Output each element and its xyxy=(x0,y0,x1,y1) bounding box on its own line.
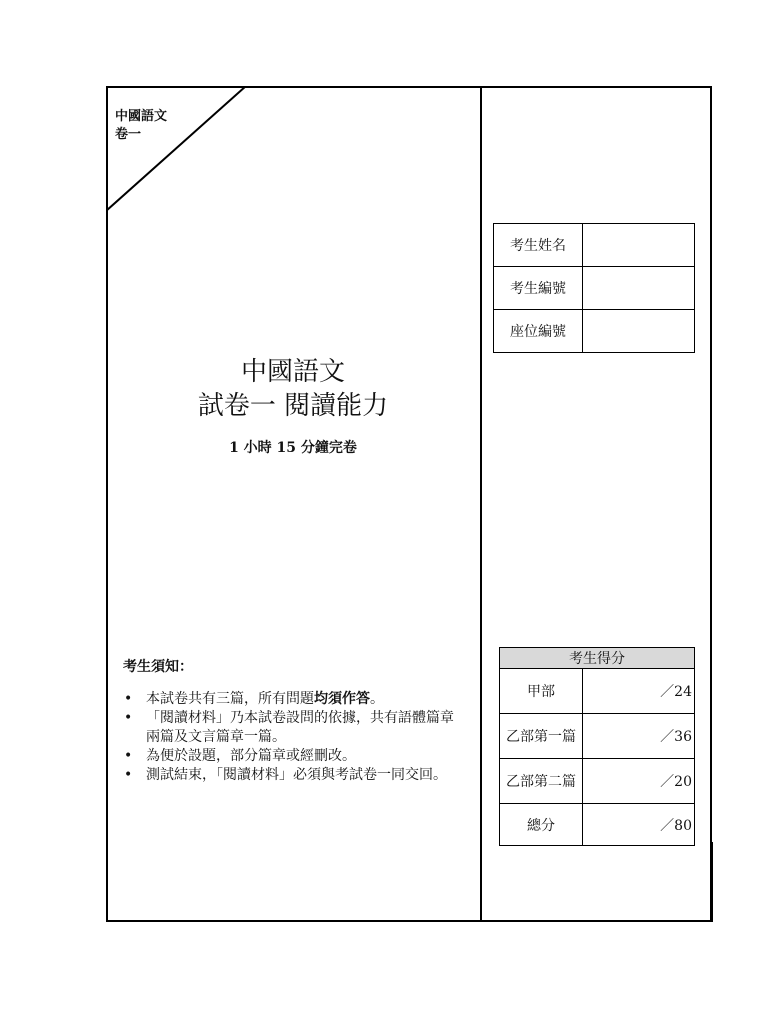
instruction-text: 測試結束，「閱讀材料」必須與考試卷一同交回。 xyxy=(146,767,447,783)
seat-number-label: 座位編號 xyxy=(494,310,583,353)
instruction-text: 「閱讀材料」乃本試卷設問的依據，共有語體篇章兩篇及文言篇章一篇。 xyxy=(146,710,454,745)
corner-label xyxy=(115,108,167,144)
score-value: ／24 xyxy=(583,669,695,714)
exam-subject-title: 中國語文 xyxy=(240,357,345,387)
score-row-total xyxy=(500,804,695,846)
score-table xyxy=(499,647,695,846)
candidate-info-table xyxy=(493,223,695,353)
score-value: ／36 xyxy=(583,714,695,759)
bullet-icon: • xyxy=(124,691,133,707)
score-row-section-b1 xyxy=(500,714,695,759)
score-label: 甲部 xyxy=(500,669,583,714)
seat-number-row xyxy=(494,310,695,353)
instruction-item xyxy=(124,747,454,766)
score-table-title: 考生得分 xyxy=(500,648,695,669)
bullet-icon: • xyxy=(124,767,133,783)
frame-edge-mark xyxy=(712,842,713,922)
bullet-icon: • xyxy=(124,710,133,726)
score-label: 乙部第二篇 xyxy=(500,759,583,804)
candidate-number-label: 考生編號 xyxy=(494,267,583,310)
candidate-name-label: 考生姓名 xyxy=(494,224,583,267)
candidate-name-field[interactable] xyxy=(583,224,695,267)
bullet-icon: • xyxy=(124,748,133,764)
seat-number-field[interactable] xyxy=(583,310,695,353)
instruction-item xyxy=(124,690,454,709)
instructions-list xyxy=(124,690,454,785)
instruction-text: 本試卷共有三篇，所有問題 xyxy=(146,691,314,707)
instruction-text: 為便於設題，部分篇章或經刪改。 xyxy=(146,748,356,764)
exam-duration: 1 小時 15 分鐘完卷 xyxy=(229,440,357,456)
score-row-section-b2 xyxy=(500,759,695,804)
score-label: 總分 xyxy=(500,804,583,846)
instruction-item xyxy=(124,766,454,785)
corner-paper: 卷一 xyxy=(115,127,142,142)
instruction-item xyxy=(124,709,454,747)
score-label: 乙部第一篇 xyxy=(500,714,583,759)
instructions-heading: 考生須知： xyxy=(123,659,193,675)
instruction-emphasis: 均須作答 xyxy=(314,691,370,707)
score-value: ／80 xyxy=(583,804,695,846)
corner-subject: 中國語文 xyxy=(115,109,168,124)
exam-paper-title: 試卷一 閱讀能力 xyxy=(197,391,389,421)
candidate-number-field[interactable] xyxy=(583,267,695,310)
candidate-number-row xyxy=(494,267,695,310)
instruction-text-end: 。 xyxy=(370,691,384,707)
column-divider xyxy=(480,86,482,922)
corner-diagonal-line xyxy=(106,86,251,214)
score-value: ／20 xyxy=(583,759,695,804)
score-table-header xyxy=(500,648,695,669)
candidate-name-row xyxy=(494,224,695,267)
score-row-section-a xyxy=(500,669,695,714)
